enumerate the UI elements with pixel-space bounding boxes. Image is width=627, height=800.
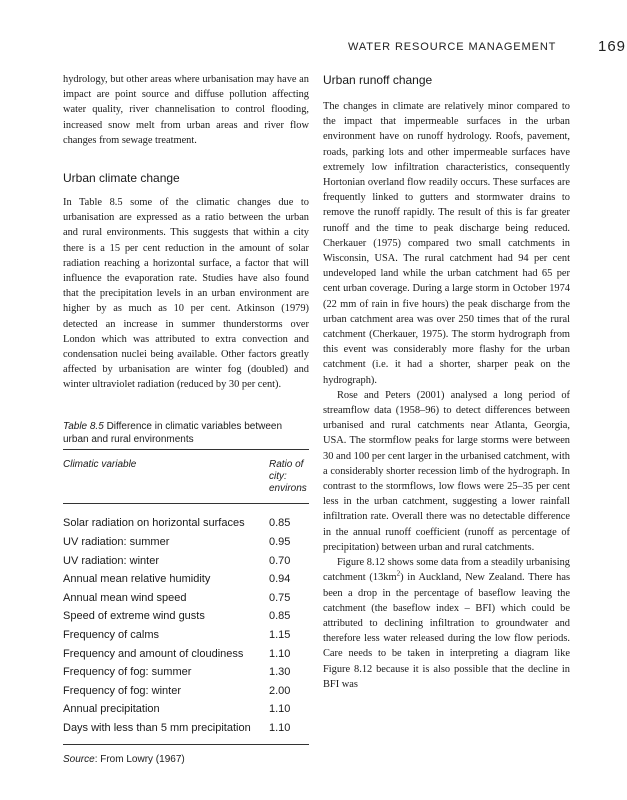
ratio-cell: 1.10 bbox=[269, 721, 291, 734]
ratio-cell: 2.00 bbox=[269, 684, 291, 697]
running-header bbox=[348, 38, 627, 55]
climatic-variable-cell: Frequency of fog: summer bbox=[63, 666, 192, 679]
column-header-ratio: Ratio of city: environs bbox=[269, 458, 307, 494]
table-row bbox=[63, 701, 309, 720]
table-row bbox=[63, 682, 309, 701]
climatic-variable-cell: Annual precipitation bbox=[63, 703, 160, 716]
left-paragraph-1: hydrology, but other areas where urbanisation may have an impact are point source and diffuse pollution affecting water quality, river channelisation to control flooding, increased snow melt from urban areas and river flow changes from sewage treatment. bbox=[63, 74, 309, 146]
ratio-cell: 1.10 bbox=[269, 703, 291, 716]
source-label: Source bbox=[63, 753, 95, 765]
climatic-variable-cell: UV radiation: winter bbox=[63, 554, 159, 567]
table-row bbox=[63, 626, 309, 645]
ratio-cell: 1.30 bbox=[269, 666, 291, 679]
table-body bbox=[63, 515, 309, 738]
table-number: Table 8.5 bbox=[63, 420, 104, 432]
climatic-variable-cell: Speed of extreme wind gusts bbox=[63, 610, 205, 623]
ratio-cell: 0.70 bbox=[269, 554, 291, 567]
left-paragraph-2: In Table 8.5 some of the climatic changes due to urbanisation are expressed as a ratio between the urban and rural environments. This suggests that within a city there is a 15 per cent reduction in the amount of solar radiation reaching a horizontal surface, a factor that will influence the evaporation rate. Studies have also found that the precipitation levels in an urban environment are higher by as much as 10 per cent. Atkinson (1979) detected an increase in summer thunderstorms over London which was attributed to extra convection and condensation nuclei being available. Other factors greatly affected by urbanisation are winter fog (doubled) and winter ultraviolet radiation (reduced by 30 per cent). bbox=[63, 197, 309, 391]
table-row bbox=[63, 515, 309, 534]
right-paragraph-2: Rose and Peters (2001) analysed a long period of streamflow data (1958–96) to detect differences between urbanised and rural catchments near Atlanta, Georgia, USA. The stormflow peaks for large storms were between 30 and 100 per cent larger in the urbanised catchment, with a considerably shorter recession limb of the hydrograph. In contrast to the stormflows, low flows were 25–35 per cent less in the urban catchment, suggesting a lower rainfall infiltration rate. Overall there was no detectable difference in the annual runoff coefficient (runoff as percentage of precipitation) between urban and rural catchments. bbox=[323, 389, 570, 553]
table-row bbox=[63, 719, 309, 738]
ratio-cell: 0.85 bbox=[269, 610, 291, 623]
superscript-2: 2 bbox=[396, 569, 401, 578]
climatic-variable-cell: Days with less than 5 mm precipitation bbox=[63, 721, 251, 734]
right-paragraph-1: The changes in climate are relatively minor compared to the impact that impermeable surfaces in the urban environment have on runoff hydrology. Roofs, pavement, roads, parking lots and other impermeable surfaces have extremely low infiltration characteristics, consequently Hortonian overland flow readily occurs. These surfaces are frequently linked to gutters and stormwater drains to remove the runoff rapidly. The result of this is far greater runoff and the time to peak discharge being reduced. Cherkauer (1975) compared two small catchments in Wisconsin, USA. The rural catchment had 94 per cent undeveloped land while the urban catchment had 65 per cent urban coverage. During a large storm in October 1974 (22 mm of rain in five hours) the peak discharge from the urban catchment area was over 250 times that of the rural catchment (Cherkauer, 1975). The storm hydrograph from this event was considerably more flashy for the urban catchment (i.e. it had a shorter, sharper peak on the hydrograph). bbox=[323, 101, 570, 386]
ratio-cell: 1.10 bbox=[269, 647, 291, 660]
ratio-cell: 0.85 bbox=[269, 517, 291, 530]
climatic-variable-cell: Solar radiation on horizontal surfaces bbox=[63, 517, 245, 530]
source-text: : From Lowry (1967) bbox=[94, 753, 185, 765]
table-row bbox=[63, 533, 309, 552]
climatic-variable-cell: Frequency and amount of cloudiness bbox=[63, 647, 244, 660]
left-column bbox=[63, 72, 309, 767]
page-number: 169 bbox=[598, 38, 627, 55]
ratio-cell: 1.15 bbox=[269, 628, 291, 641]
climatic-variable-cell: Frequency of calms bbox=[63, 628, 159, 641]
table-8-5 bbox=[63, 420, 309, 767]
paragraph-3-start: Figure 8.12 shows some data from a steadily urbanising catchment (13km bbox=[323, 557, 570, 584]
section-heading-urban-climate-change: Urban climate change bbox=[63, 171, 180, 186]
table-row bbox=[63, 663, 309, 682]
table-source bbox=[63, 744, 309, 767]
climatic-variable-cell: Annual mean wind speed bbox=[63, 591, 187, 604]
ratio-cell: 0.95 bbox=[269, 535, 291, 548]
section-heading-urban-runoff-change: Urban runoff change bbox=[323, 73, 433, 87]
paragraph-3-end: ) in Auckland, New Zealand. There has been a drop in the percentage of baseflow leaving the catchment (the baseflow index – BFI) which could be attributed to declining infiltration to groundwater and therefore less water released during the low flow periods. Care needs to be taken in interpreting a diagram like Figure 8.12 because it is also possible that the decline in BFI was bbox=[323, 572, 570, 690]
table-row bbox=[63, 570, 309, 589]
climatic-variable-cell: Annual mean relative humidity bbox=[63, 573, 211, 586]
right-column bbox=[323, 72, 570, 692]
table-header bbox=[63, 450, 309, 504]
table-caption-text: Difference in climatic variables between urban and rural environments bbox=[63, 420, 283, 445]
ratio-cell: 0.94 bbox=[269, 573, 291, 586]
table-row bbox=[63, 608, 309, 627]
climatic-variable-cell: UV radiation: summer bbox=[63, 535, 170, 548]
table-caption bbox=[63, 420, 309, 450]
right-paragraph-3 bbox=[323, 555, 570, 692]
table-row bbox=[63, 589, 309, 608]
ratio-cell: 0.75 bbox=[269, 591, 291, 604]
table-row bbox=[63, 645, 309, 664]
climatic-variable-cell: Frequency of fog: winter bbox=[63, 684, 182, 697]
table-row bbox=[63, 552, 309, 571]
running-title: WATER RESOURCE MANAGEMENT bbox=[348, 41, 557, 53]
column-header-variable: Climatic variable bbox=[63, 458, 137, 470]
